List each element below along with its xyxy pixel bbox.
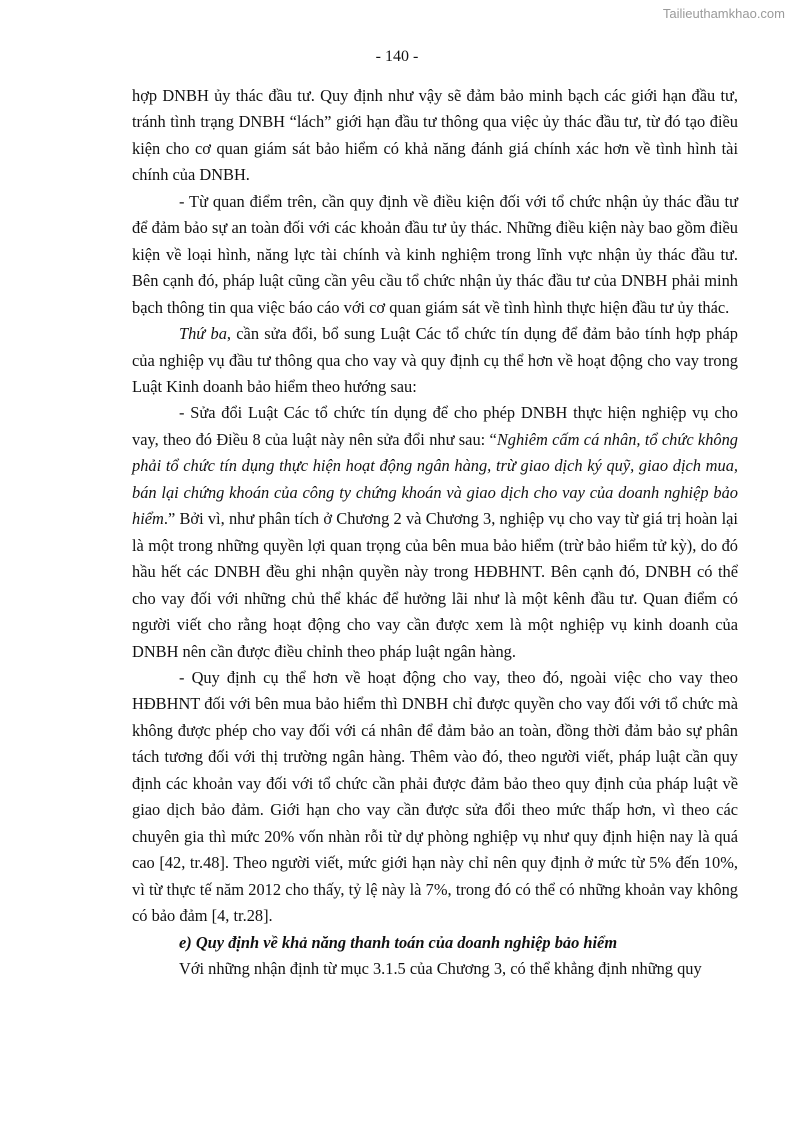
paragraph-text: , cần sửa đổi, bổ sung Luật Các tổ chức tín dụng để đảm bảo tính hợp pháp của nghiệp vụ đầu tư thông qua cho vay và quy định cụ thể hơn về hoạt động cho vay trong Luật Kinh doanh bảo hiểm theo hướng sau: bbox=[132, 324, 738, 396]
paragraph-continuation: hợp DNBH ủy thác đầu tư. Quy định như vậy sẽ đảm bảo minh bạch các giới hạn đầu tư, tránh tình trạng DNBH “lách” giới hạn đầu tư thông qua việc ủy thác đầu tư, từ đó tạo điều kiện cho cơ quan giám sát bảo hiểm có khả năng đánh giá chính xác hơn về tình hình tài chính của DNBH. bbox=[132, 86, 738, 185]
paragraph-third-point bbox=[132, 321, 738, 400]
paragraph-trust-conditions: - Từ quan điểm trên, cần quy định về điều kiện đối với tổ chức nhận ủy thác đầu tư để đảm bảo sự an toàn đối với các khoản đầu tư ủy thác. Những điều kiện này bao gồm điều kiện về loại hình, năng lực tài chính và kinh nghiệm trong lĩnh vực nhận ủy thác đầu tư. Bên cạnh đó, pháp luật cũng cần yêu cầu tổ chức nhận ủy thác đầu tư của DNBH phải minh bạch thông tin qua việc báo cáo với cơ quan giám sát về tình hình thực hiện đầu tư ủy thác. bbox=[132, 191, 738, 317]
italic-quote: Nghiêm cấm cá nhân, tổ chức không phải tổ chức tín dụng thực hiện hoạt động ngân hàng, trừ giao dịch ký quỹ, giao dịch mua, bán lại chứng khoán của công ty chứng khoán và giao dịch cho vay của doanh nghiệp bảo hiểm bbox=[132, 429, 738, 529]
page-number: - 140 - bbox=[375, 48, 419, 65]
document-body bbox=[132, 83, 738, 982]
paragraph-lending-rules: - Quy định cụ thể hơn về hoạt động cho vay, theo đó, ngoài việc cho vay theo HĐBHNT đối với bên mua bảo hiểm thì DNBH chỉ được quyền cho vay đối với tổ chức mà không được phép cho vay đối với cá nhân để đảm bảo an toàn, đồng thời đảm bảo sự phân tách tương đối với thị trường ngân hàng. Thêm vào đó, theo người viết, pháp luật cần quy định các khoản vay đối với tổ chức cần phải được đảm bảo theo quy định của pháp luật về giao dịch bảo đảm. Giới hạn cho vay cần được sửa đổi theo mức thấp hơn, vì theo các chuyên gia thì mức 20% vốn nhàn rỗi từ dự phòng nghiệp vụ như quy định hiện nay là quá cao [42, tr.48]. Theo người viết, mức giới hạn này chỉ nên quy định ở mức từ 5% đến 10%, vì từ thực tế năm 2012 cho thấy, tỷ lệ này là 7%, trong đó có thể có những khoản vay không có bảo đảm [4, tr.28]. bbox=[132, 667, 738, 926]
paragraph-tail: .” Bởi vì, như phân tích ở Chương 2 và Chương 3, nghiệp vụ cho vay từ giá trị hoàn lại là một trong những quyền lợi quan trọng của bên mua bảo hiểm (trừ bảo hiểm tử kỳ), do đó hầu hết các DNBH đều ghi nhận quyền này trong HĐBHNT. Bên cạnh đó, DNBH có thể cho vay đối với những chủ thể khác để hưởng lãi như là một kênh đầu tư. Quan điểm có người viết cho rằng hoạt động cho vay cần được xem là một nghiệp vụ kinh doanh của DNBH nên cần được điều chỉnh theo pháp luật ngân hàng. bbox=[132, 509, 738, 661]
section-heading: e) Quy định về khả năng thanh toán của doanh nghiệp bảo hiểm bbox=[179, 932, 618, 952]
italic-lead: Thứ ba bbox=[179, 324, 227, 344]
paragraph-text: - Sửa đổi Luật Các tổ chức tín dụng để cho phép DNBH thực hiện nghiệp vụ cho vay, theo đó Điều 8 của luật này nên sửa đổi như sau: “ bbox=[132, 403, 738, 449]
paragraph-last: Với những nhận định từ mục 3.1.5 của Chương 3, có thể khẳng định những quy bbox=[179, 958, 702, 978]
paragraph-amend-credit-law bbox=[132, 400, 738, 665]
watermark: Tailieuthamkhao.com bbox=[662, 6, 785, 21]
